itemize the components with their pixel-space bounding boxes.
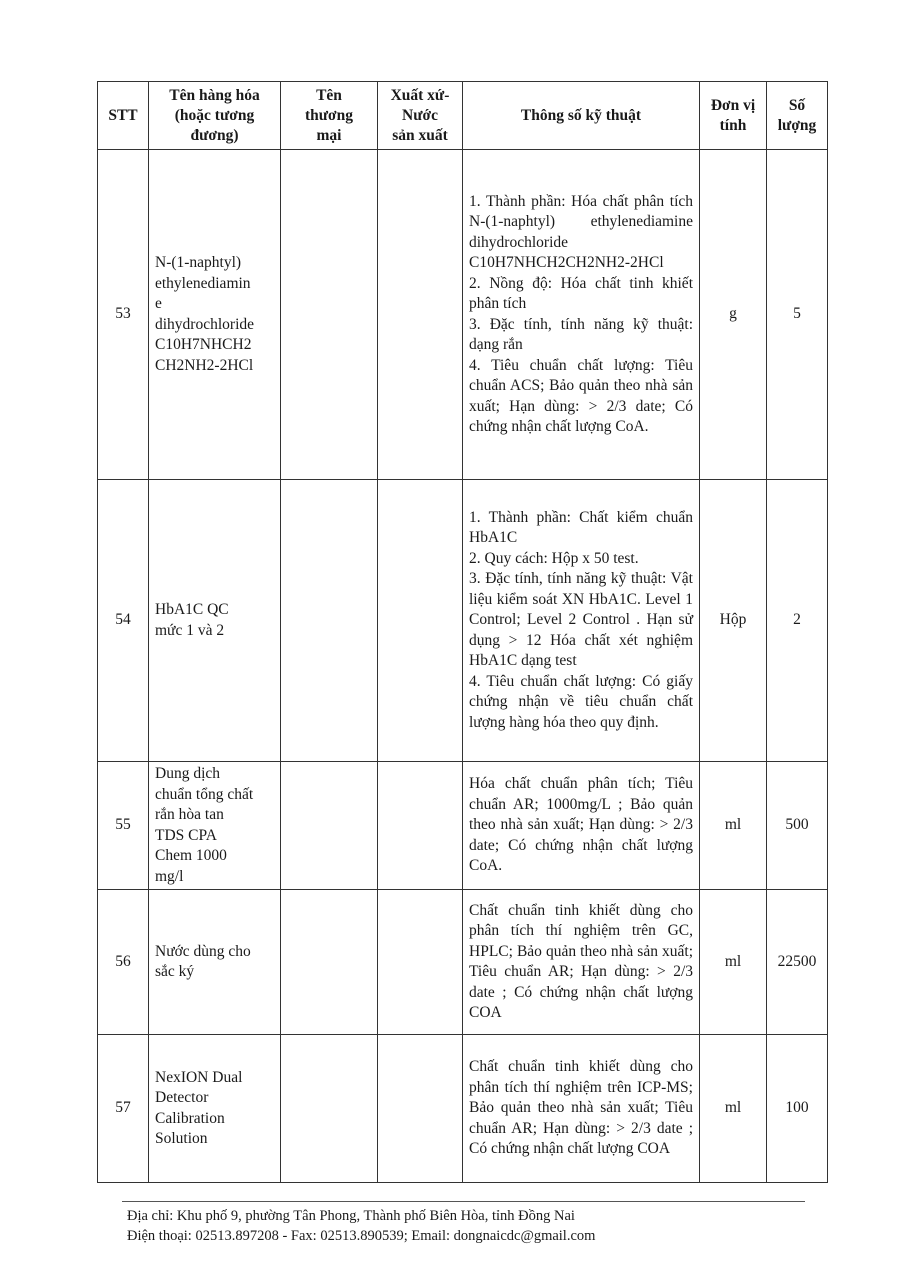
row-technical-spec: Hóa chất chuẩn phân tích; Tiêu chuẩn AR; 1000mg/L ; Bảo quản theo nhà sản xuất; Hạn dùng: > 2/3 date; Có chứng nhận chất lượng CoA. — [463, 762, 700, 890]
header-origin: Xuất xứ- Nước sản xuất — [378, 82, 463, 150]
row-origin — [378, 1035, 463, 1183]
row-unit: g — [700, 150, 767, 480]
row-trade-name — [281, 762, 378, 890]
row-unit: ml — [700, 762, 767, 890]
row-product-name: Nước dùng cho sắc ký — [149, 890, 281, 1035]
row-unit: ml — [700, 890, 767, 1035]
table-header-row — [98, 82, 828, 150]
row-trade-name — [281, 480, 378, 762]
table-row — [98, 890, 828, 1035]
row-quantity: 500 — [767, 762, 828, 890]
header-unit: Đơn vị tính — [700, 82, 767, 150]
product-spec-table — [97, 81, 828, 1183]
header-quantity: Số lượng — [767, 82, 828, 150]
row-origin — [378, 890, 463, 1035]
row-product-name: NexION Dual Detector Calibration Solution — [149, 1035, 281, 1183]
row-unit: ml — [700, 1035, 767, 1183]
row-stt: 54 — [98, 480, 149, 762]
row-product-name: HbA1C QC mức 1 và 2 — [149, 480, 281, 762]
footer — [127, 1206, 595, 1246]
row-origin — [378, 480, 463, 762]
row-stt: 56 — [98, 890, 149, 1035]
table-row — [98, 1035, 828, 1183]
row-origin — [378, 150, 463, 480]
footer-contact: Điện thoại: 02513.897208 - Fax: 02513.890539; Email: dongnaicdc@gmail.com — [127, 1228, 596, 1244]
row-stt: 57 — [98, 1035, 149, 1183]
header-stt: STT — [98, 82, 149, 150]
row-unit: Hộp — [700, 480, 767, 762]
row-stt: 55 — [98, 762, 149, 890]
row-product-name: N-(1-naphtyl) ethylenediamin e dihydrochloride C10H7NHCH2 CH2NH2-2HCl — [149, 150, 281, 480]
header-technical-spec: Thông số kỹ thuật — [463, 82, 700, 150]
row-quantity: 100 — [767, 1035, 828, 1183]
row-trade-name — [281, 150, 378, 480]
row-technical-spec: Chất chuẩn tinh khiết dùng cho phân tích thí nghiệm trên GC, HPLC; Bảo quản theo nhà sản xuất; Tiêu chuẩn AR; Hạn dùng: > 2/3 date ; Có chứng nhận chất lượng COA — [463, 890, 700, 1035]
row-technical-spec: 1. Thành phần: Chất kiểm chuẩn HbA1C 2. Quy cách: Hộp x 50 test. 3. Đặc tính, tính năng kỹ thuật: Vật liệu kiểm soát XN HbA1C. Level 1 Control; Level 2 Control . Hạn sử dụng > 12 Hóa chất xét nghiệm HbA1C dạng test 4. Tiêu chuẩn chất lượng: Có giấy chứng nhận về tiêu chuẩn chất lượng hàng hóa theo quy định. — [463, 480, 700, 762]
row-quantity: 5 — [767, 150, 828, 480]
footer-divider — [122, 1201, 805, 1202]
row-origin — [378, 762, 463, 890]
row-product-name: Dung dịch chuẩn tổng chất rắn hòa tan TDS CPA Chem 1000 mg/l — [149, 762, 281, 890]
table-row — [98, 762, 828, 890]
row-trade-name — [281, 1035, 378, 1183]
row-technical-spec: 1. Thành phần: Hóa chất phân tích N-(1-naphtyl) ethylenediamine dihydrochloride C10H7NHCH2CH2NH2-2HCl 2. Nồng độ: Hóa chất tinh khiết phân tích 3. Đặc tính, tính năng kỹ thuật: dạng rắn 4. Tiêu chuẩn chất lượng: Tiêu chuẩn ACS; Bảo quản theo nhà sản xuất; Hạn dùng: > 2/3 date; Có chứng nhận chất lượng CoA. — [463, 150, 700, 480]
footer-address: Địa chỉ: Khu phố 9, phường Tân Phong, Thành phố Biên Hòa, tỉnh Đồng Nai — [127, 1208, 575, 1224]
row-trade-name — [281, 890, 378, 1035]
row-technical-spec: Chất chuẩn tinh khiết dùng cho phân tích thí nghiệm trên ICP-MS; Bảo quản theo nhà sản xuất; Tiêu chuẩn AR; Hạn dùng: > 2/3 date ; Có chứng nhận chất lượng COA — [463, 1035, 700, 1183]
row-quantity: 22500 — [767, 890, 828, 1035]
table-row — [98, 150, 828, 480]
header-trade-name: Tên thương mại — [281, 82, 378, 150]
row-stt: 53 — [98, 150, 149, 480]
header-product-name: Tên hàng hóa (hoặc tương đương) — [149, 82, 281, 150]
table-body — [98, 150, 828, 1183]
table-row — [98, 480, 828, 762]
row-quantity: 2 — [767, 480, 828, 762]
